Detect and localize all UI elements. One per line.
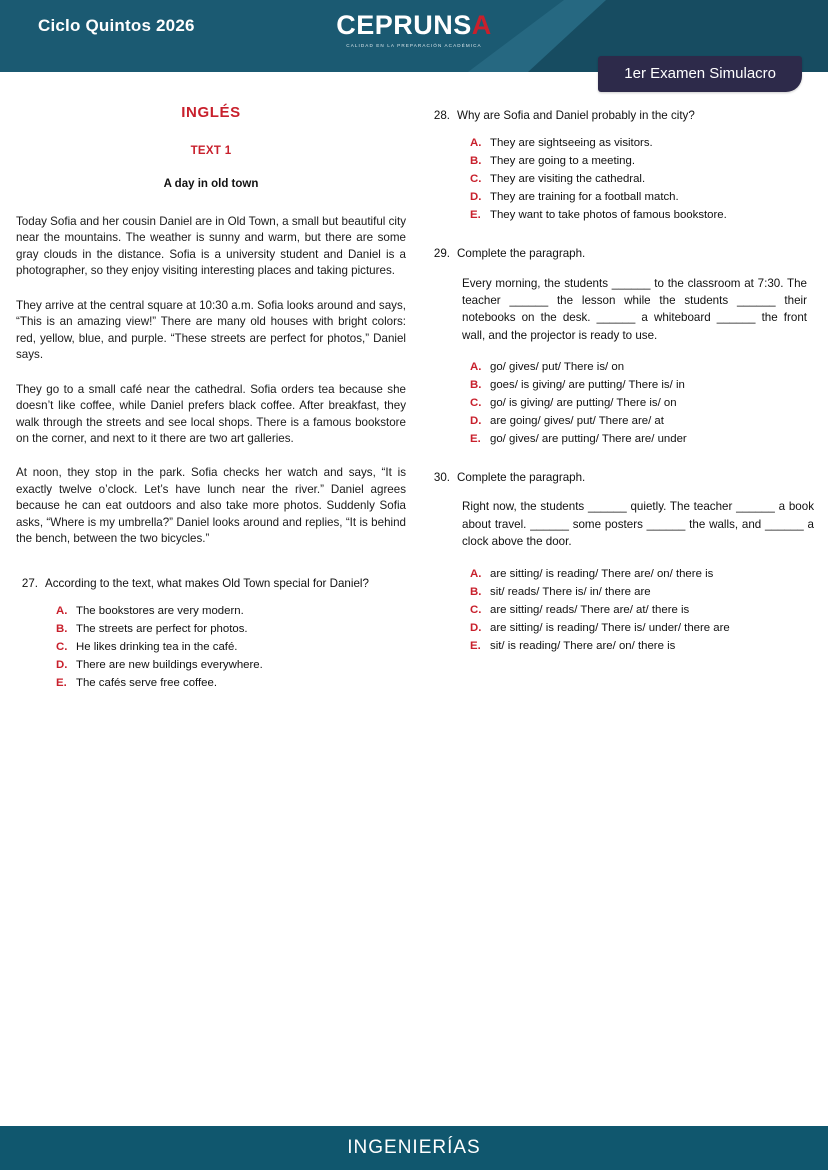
option-letter: D.	[470, 191, 482, 204]
question-paragraph: Right now, the students ______ quietly. The teacher ______ a book about travel. ______ some posters ______ the walls, and ______ a clock above the door.	[462, 500, 814, 549]
brand-name-main: CEPRUNS	[336, 10, 472, 40]
option-text: are sitting/ is reading/ There are/ on/ there is	[490, 567, 714, 580]
option-text: go/ is giving/ are putting/ There is/ on	[490, 397, 677, 410]
subject-title: INGLÉS	[181, 104, 241, 121]
option-text: They are visiting the cathedral.	[490, 173, 646, 186]
option-item[interactable]	[470, 358, 816, 376]
footer-area-label: INGENIERÍAS	[347, 1137, 481, 1158]
option-letter: D.	[470, 415, 482, 428]
option-text: The bookstores are very modern.	[76, 604, 244, 617]
option-text: are sitting/ reads/ There are/ at/ there is	[490, 603, 690, 616]
option-item[interactable]	[470, 583, 816, 601]
option-text: are going/ gives/ put/ There are/ at	[490, 415, 664, 428]
page-footer	[0, 1126, 828, 1170]
brand-name-accent: A	[471, 10, 492, 40]
option-item[interactable]	[470, 170, 816, 188]
option-text: The streets are perfect for photos.	[76, 622, 248, 635]
option-letter: C.	[56, 640, 68, 653]
question-number: 27.	[21, 576, 38, 590]
option-text: sit/ reads/ There is/ in/ there are	[490, 585, 651, 598]
options-list-27	[56, 602, 406, 692]
option-item[interactable]	[470, 619, 816, 637]
question-28	[428, 108, 816, 124]
reading-paragraph: They go to a small café near the cathedral. Sofia orders tea because she doesn’t like coffee, while Daniel prefers black coffee. After breakfast, they walk through the streets and see local shops. There is a famous bookstore on the corner, and next to it there are two art galleries.	[16, 382, 406, 445]
option-item[interactable]	[470, 601, 816, 619]
question-stem: According to the text, what makes Old Town special for Daniel?	[45, 576, 369, 590]
option-letter: E.	[470, 433, 481, 446]
option-letter: E.	[56, 676, 67, 689]
option-item[interactable]	[470, 394, 816, 412]
brand-tagline: CALIDAD EN LA PREPARACIÓN ACADÉMICA	[346, 43, 482, 48]
option-letter: A.	[56, 604, 68, 617]
option-letter: D.	[56, 658, 68, 671]
options-list-28	[470, 134, 816, 224]
reading-paragraph: They arrive at the central square at 10:30 a.m. Sofia looks around and says, “This is an amazing view!” There are many old houses with bright colors: red, yellow, blue, and purple. “These streets are perfect for photos,” Daniel says.	[16, 298, 406, 362]
option-text: He likes drinking tea in the café.	[76, 640, 238, 653]
question-27	[16, 576, 406, 592]
option-item[interactable]	[56, 674, 406, 692]
option-letter: E.	[470, 639, 481, 652]
option-letter: B.	[470, 379, 482, 392]
option-item[interactable]	[56, 602, 406, 620]
brand-logo	[284, 12, 544, 48]
option-text: go/ gives/ put/ There is/ on	[490, 361, 625, 374]
left-column	[16, 100, 406, 692]
option-item[interactable]	[470, 565, 816, 583]
option-text: are sitting/ is reading/ There is/ under/ there are	[490, 621, 730, 634]
options-list-29	[470, 358, 816, 448]
option-text: They are sightseeing as visitors.	[490, 137, 653, 150]
option-letter: C.	[470, 173, 482, 186]
question-number: 28.	[433, 109, 450, 122]
option-text: sit/ is reading/ There are/ on/ there is	[490, 639, 676, 652]
cycle-label: Ciclo Quintos 2026	[38, 16, 195, 35]
option-text: They want to take photos of famous bookstore.	[490, 209, 727, 222]
option-letter: B.	[470, 155, 482, 168]
option-item[interactable]	[56, 620, 406, 638]
option-text: There are new buildings everywhere.	[76, 658, 263, 671]
option-text: The cafés serve free coffee.	[76, 676, 217, 689]
option-letter: C.	[470, 603, 482, 616]
options-list-30	[470, 565, 816, 655]
question-30	[428, 470, 816, 486]
reading-paragraph: At noon, they stop in the park. Sofia checks her watch and says, “It is exactly twelve o’clock. Let’s have lunch near the river.” Daniel agrees because he can eat outdoors and also take more photos. Suddenly Sofia asks, “Where is my umbrella?” Daniel looks around and replies, “It is behind the bench, between the two bicycles.”	[16, 466, 406, 546]
option-letter: D.	[470, 621, 482, 634]
option-item[interactable]	[470, 430, 816, 448]
text-label: TEXT 1	[190, 145, 232, 157]
reading-paragraph: Today Sofia and her cousin Daniel are in Old Town, a small but beautiful city near the mountains. The weather is sunny and warm, but there are some gray clouds in the distance. Sofia is a university student and Daniel is a photographer, so they enjoy visiting interesting places and taking pictures.	[16, 215, 406, 278]
option-letter: B.	[56, 622, 68, 635]
exam-badge: 1er Examen Simulacro	[598, 56, 802, 92]
option-text: They are training for a football match.	[490, 191, 679, 204]
option-item[interactable]	[470, 134, 816, 152]
option-text: go/ gives/ are putting/ There are/ under	[490, 433, 687, 446]
option-item[interactable]	[470, 376, 816, 394]
option-letter: A.	[470, 567, 482, 580]
reading-title: A day in old town	[163, 178, 259, 190]
right-column	[428, 100, 816, 655]
question-number: 29.	[433, 247, 450, 261]
option-item[interactable]	[470, 152, 816, 170]
option-item[interactable]	[470, 637, 816, 655]
question-number: 30.	[433, 471, 450, 485]
brand-name	[336, 12, 492, 39]
option-text: goes/ is giving/ are putting/ There is/ in	[490, 379, 685, 392]
option-letter: A.	[470, 137, 482, 150]
option-item[interactable]	[56, 638, 406, 656]
question-paragraph: Every morning, the students ______ to the classroom at 7:30. The teacher ______ the lesson while the students ______ their notebooks on the desk. ______ a whiteboard ______ the front wall, and the projector is ready to use.	[462, 276, 807, 342]
option-letter: C.	[470, 397, 482, 410]
question-stem: Complete the paragraph.	[457, 247, 586, 261]
option-item[interactable]	[470, 206, 816, 224]
option-text: They are going to a meeting.	[490, 155, 636, 168]
option-letter: B.	[470, 585, 482, 598]
option-letter: A.	[470, 361, 482, 374]
question-stem: Why are Sofia and Daniel probably in the city?	[457, 109, 695, 122]
question-stem: Complete the paragraph.	[457, 471, 586, 485]
question-29	[428, 246, 816, 262]
option-item[interactable]	[470, 188, 816, 206]
option-item[interactable]	[470, 412, 816, 430]
option-item[interactable]	[56, 656, 406, 674]
option-letter: E.	[470, 209, 481, 222]
